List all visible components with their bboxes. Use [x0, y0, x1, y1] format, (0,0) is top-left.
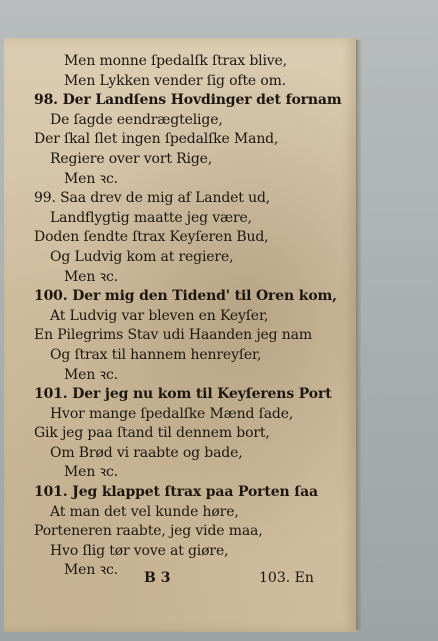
signature-mark: B 3 — [144, 570, 171, 586]
page-text-block — [20, 52, 350, 581]
text-line: Men ꝛc. — [64, 464, 118, 481]
text-line: 101. Der jeg nu kom til Keyſerens Port — [34, 386, 332, 403]
text-line: Om Brød vi raabte og bade, — [50, 444, 243, 461]
text-line: 101. Jeg klappet ſtrax paa Porten ſaa — [34, 484, 318, 501]
text-line: 100. Der mig den Tidend' til Oren kom, — [34, 288, 337, 305]
text-line: Men monne ſpedalſk ſtrax blive, — [64, 53, 287, 69]
text-line: Og ſtrax til hannem henreyſer, — [50, 346, 262, 363]
text-line: Men ꝛc. — [64, 268, 118, 285]
text-line: Hvor mange ſpedalſke Mænd ſade, — [50, 405, 294, 422]
text-line: Men Lykken vender ſig ofte om. — [64, 72, 287, 89]
book-page — [4, 38, 356, 632]
page-edge-shadow — [356, 40, 362, 630]
text-line: Landflygtig maatte jeg være, — [50, 209, 252, 226]
text-line: 98. Der Landſens Hovdinger det fornam — [34, 92, 342, 109]
text-line: En Pilegrims Stav udi Haanden jeg nam — [34, 327, 312, 344]
text-line: Men ꝛc. — [64, 170, 118, 187]
text-line: Gik jeg paa ſtand til dennem bort, — [34, 425, 270, 442]
text-line: De ſagde eendrægtelige, — [50, 111, 223, 128]
text-line: Og Ludvig kom at regiere, — [50, 248, 234, 265]
text-line: At man det vel kunde høre, — [50, 503, 239, 520]
page-footer — [4, 570, 356, 592]
catchword: 103. En — [259, 570, 314, 586]
text-line: Der ſkal ſlet ingen ſpedalſke Mand, — [34, 131, 279, 148]
text-line: At Ludvig var bleven en Keyſer, — [50, 307, 269, 324]
text-line: Regiere over vort Rige, — [50, 150, 213, 167]
text-line: Doden ſendte ſtrax Keyſeren Bud, — [34, 229, 269, 246]
text-line: 99. Saa drev de mig af Landet ud, — [34, 190, 271, 207]
text-line: Porteneren raabte, jeg vide maa, — [34, 523, 263, 540]
text-line: Hvo ſlig tør vove at giøre, — [50, 542, 229, 559]
text-line: Men ꝛc. — [64, 366, 118, 383]
text-line: Men ꝛc. — [64, 562, 118, 579]
